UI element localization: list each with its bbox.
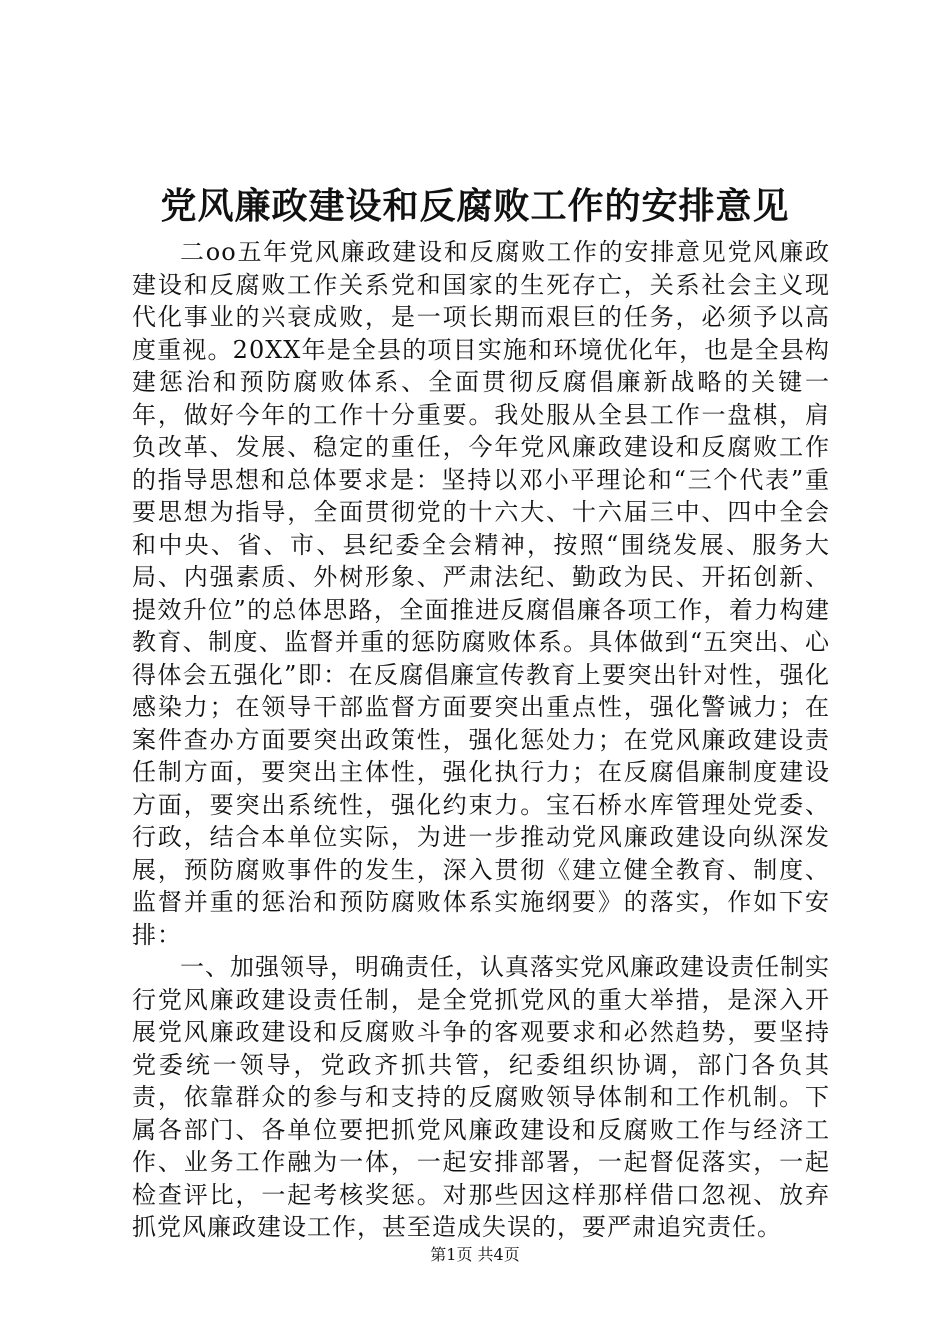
document-title: 党风廉政建设和反腐败工作的安排意见: [160, 185, 790, 227]
document-body: [132, 236, 830, 1244]
paragraph-intro: 二oo五年党风廉政建设和反腐败工作的安排意见党风廉政建设和反腐败工作关系党和国家的生死存亡，关系社会主义现代化事业的兴衰成败，是一项长期而艰巨的任务，必须予以高度重视。20XX年是全县的项目实施和环境优化年，也是全县构建惩治和预防腐败体系、全面贯彻反腐倡廉新战略的关键一年，做好今年的工作十分重要。我处服从全县工作一盘棋，肩负改革、发展、稳定的重任，今年党风廉政建设和反腐败工作的指导思想和总体要求是：坚持以邓小平理论和“三个代表”重要思想为指导，全面贯彻党的十六大、十六届三中、四中全会和中央、省、市、县纪委全会精神，按照“围绕发展、服务大局、内强素质、外树形象、严肃法纪、勤政为民、开拓创新、提效升位”的总体思路，全面推进反腐倡廉各项工作，着力构建教育、制度、监督并重的惩防腐败体系。具体做到“五突出、心得体会五强化”即：在反腐倡廉宣传教育上要突出针对性，强化感染力；在领导干部监督方面要突出重点性，强化警诫力；在案件查办方面要突出政策性，强化惩处力；在党风廉政建设责任制方面，要突出主体性，强化执行力；在反腐倡廉制度建设方面，要突出系统性，强化约束力。宝石桥水库管理处党委、行政，结合本单位实际，为进一步推动党风廉政建设向纵深发展，预防腐败事件的发生，深入贯彻《建立健全教育、制度、监督并重的惩治和预防腐败体系实施纲要》的落实，作如下安排：: [132, 238, 830, 949]
paragraph-section-one: 一、加强领导，明确责任，认真落实党风廉政建设责任制实行党风廉政建设责任制，是全党抓党风的重大举措，是深入开展党风廉政建设和反腐败斗争的客观要求和必然趋势，要坚持党委统一领导，党政齐抓共管，纪委组织协调，部门各负其责，依靠群众的参与和支持的反腐败领导体制和工作机制。下属各部门、各单位要把抓党风廉政建设和反腐败工作与经济工作、业务工作融为一体，一起安排部署，一起督促落实，一起检查评比，一起考核奖惩。对那些因这样那样借口忽视、放弃抓党风廉政建设工作，甚至造成失误的，要严肃追究责任。: [132, 953, 830, 1241]
page-number-footer: 第1页 共4页: [430, 1245, 520, 1264]
